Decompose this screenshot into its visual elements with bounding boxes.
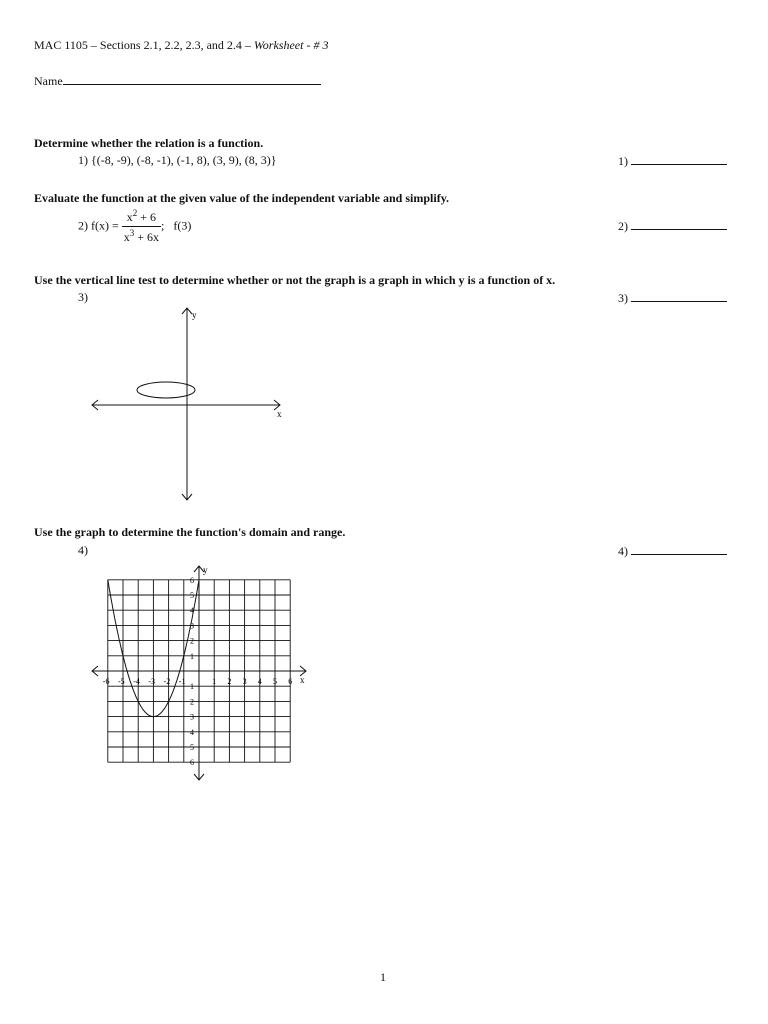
x-tick-label: -3 — [148, 677, 156, 686]
x-tick-label: 2 — [227, 677, 232, 686]
q2-answer — [618, 218, 727, 234]
q3-y-label: y — [192, 310, 197, 320]
q2-answer-label: 2) — [618, 219, 628, 233]
q2-instruction: Evaluate the function at the given value of the independent variable and simplify. — [34, 191, 450, 205]
q4-x-label: x — [300, 675, 305, 685]
page-number: 1 — [380, 970, 386, 984]
x-tick-label: -2 — [163, 677, 171, 686]
q3-answer-label: 3) — [618, 291, 628, 305]
y-tick-label: 5 — [190, 591, 194, 600]
q2-numerator: $x^2 + 6$ — [122, 208, 161, 227]
q1-answer — [618, 153, 727, 169]
q4-number: 4) — [78, 543, 88, 557]
y-tick-label: 5 — [190, 743, 194, 752]
q2-answer-field[interactable] — [631, 218, 727, 230]
x-tick-label: 1 — [212, 677, 217, 686]
y-tick-label: 1 — [190, 682, 194, 692]
q4-answer-field[interactable] — [631, 543, 727, 555]
q2-lhs: f(x) = — [91, 218, 119, 233]
y-tick-label: 1 — [190, 651, 194, 661]
q1-relation: {(-8, -9), (-8, -1), (-1, 8), (3, 9), (8, 3)} — [91, 153, 277, 167]
sections-text: Sections 2.1, 2.2, 2.3, and 2.4 — [99, 38, 242, 52]
q3-answer-field[interactable] — [631, 290, 727, 302]
q2-evaluate: ; f(3) — [161, 218, 192, 233]
y-tick-label: 3 — [190, 712, 194, 722]
name-field[interactable] — [63, 73, 321, 85]
q4-answer — [618, 543, 727, 559]
q3-ellipse-curve — [137, 382, 195, 398]
x-tick-label: -1 — [178, 677, 186, 686]
worksheet-title: Worksheet - # 3 — [253, 38, 329, 52]
x-tick-label: -4 — [133, 677, 140, 686]
x-tick-label: -6 — [102, 677, 110, 686]
course-code: MAC 1105 — [34, 38, 88, 52]
q2-problem — [78, 208, 191, 245]
q4-graph — [88, 562, 318, 787]
q3-graph — [80, 300, 300, 510]
x-tick-label: 3 — [242, 677, 247, 686]
q2-fraction — [122, 208, 161, 245]
y-tick-label: 3 — [190, 621, 194, 631]
q2-denominator: $x^3 + 6x$ — [123, 228, 160, 244]
q1-number: 1) — [78, 153, 88, 167]
q3-number: 3) — [78, 290, 88, 304]
q3-answer — [618, 290, 727, 306]
q3-x-label: x — [277, 409, 282, 419]
q1-instruction: Determine whether the relation is a function. — [34, 136, 264, 150]
q1-problem — [78, 153, 276, 168]
q1-answer-field[interactable] — [631, 153, 727, 165]
y-tick-label: 2 — [190, 697, 194, 707]
name-line — [34, 73, 321, 89]
q2-number: 2) — [78, 218, 88, 233]
x-tick-label: 6 — [288, 677, 293, 686]
q4-y-label: y — [203, 565, 208, 575]
q3-instruction: Use the vertical line test to determine whether or not the graph is a graph in which y is a function of x. — [34, 273, 556, 287]
y-tick-label: 4 — [190, 606, 194, 616]
y-tick-label: 2 — [190, 636, 194, 646]
q1-answer-label: 1) — [618, 154, 628, 168]
x-tick-label: 4 — [257, 677, 262, 686]
x-tick-label: -5 — [118, 677, 125, 686]
y-tick-label: 6 — [190, 758, 194, 768]
q4-answer-label: 4) — [618, 544, 628, 558]
y-tick-label: 4 — [190, 727, 194, 737]
name-label: Name — [34, 74, 63, 88]
q4-instruction: Use the graph to determine the function's domain and range. — [34, 525, 346, 539]
worksheet-header: MAC 1105 – Sections 2.1, 2.2, 2.3, and 2.4 – Worksheet - # 3 — [34, 38, 329, 52]
y-tick-label: 6 — [190, 575, 194, 585]
x-tick-label: 5 — [273, 677, 277, 686]
